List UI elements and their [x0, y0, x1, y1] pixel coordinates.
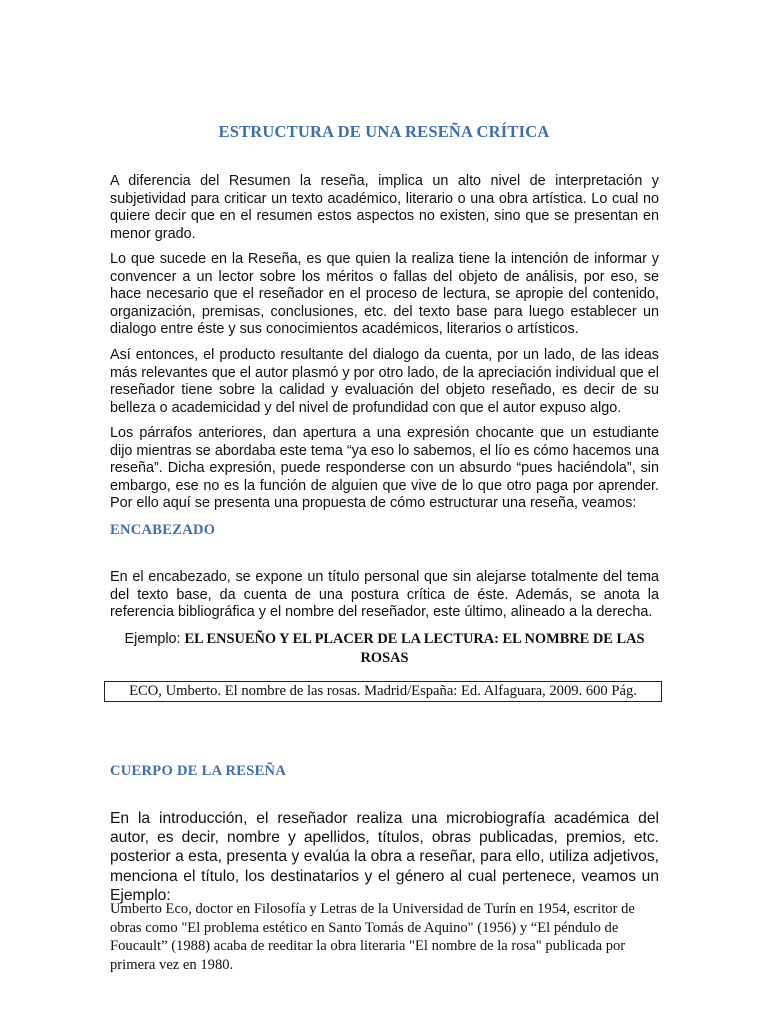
paragraph-expresion: Los párrafos anteriores, dan apertura a una expresión chocante que un estudiante dijo mientras se abordaba este tema “ya eso lo sabemos, el lío es cómo hacemos una reseña”. Dicha expresión, puede responderse con un absurdo “pues haciéndola”, sin embargo, ese no es la función de alguien que vive de lo que otro paga por aprender. Por ello aquí se presenta una propuesta de cómo estructurar una reseña, veamos: [110, 425, 659, 512]
paragraph-cuerpo: En la introducción, el reseñador realiza una microbiografía académica del autor, es decir, nombre y apellidos, títulos, obras publicadas, premios, etc. posterior a esta, presenta y evalúa la obra a reseñar, para ello, utiliza adjetivos, menciona el título, los destinatarios y el género al cual pertenece, veamos un Ejemplo: [110, 810, 659, 904]
document-title: ESTRUCTURA DE UNA RESEÑA CRÍTICA [218, 122, 550, 141]
heading-cuerpo: CUERPO DE LA RESEÑA [110, 763, 287, 779]
paragraph-encabezado: En el encabezado, se expone un título personal que sin alejarse totalmente del tema del texto base, da cuenta de una postura crítica de éste. Además, se anota la referencia bibliográfica y el nombre del reseñador, este último, alineado a la derecha. [110, 569, 659, 621]
example-heading [110, 630, 659, 668]
heading-encabezado: ENCABEZADO [110, 522, 216, 538]
example-title: EL ENSUEÑO Y EL PLACER DE LA LECTURA: EL NOMBRE DE LAS ROSAS [184, 631, 645, 666]
paragraph-intro: A diferencia del Resumen la reseña, implica un alto nivel de interpretación y subjetividad para criticar un texto académico, literario o una obra artística. Lo cual no quiere decir que en el resumen estos aspectos no existen, sino que se presentan en menor grado. [110, 173, 659, 242]
example-label: Ejemplo: [124, 631, 185, 647]
bibliographic-reference: ECO, Umberto. El nombre de las rosas. Madrid/España: Ed. Alfaguara, 2009. 600 Pág. [104, 681, 662, 702]
paragraph-producto: Así entonces, el producto resultante del dialogo da cuenta, por un lado, de las ideas más relevantes que el autor plasmó y por otro lado, de la apreciación individual que el reseñador tiene sobre la calidad y evaluación del objeto reseñado, es decir de su belleza o academicidad y del nivel de profundidad con que el autor expuso algo. [110, 347, 659, 416]
paragraph-resena: Lo que sucede en la Reseña, es que quien la realiza tiene la intención de informar y convencer a un lector sobre los méritos o fallas del objeto de análisis, por eso, se hace necesario que el reseñador en el proceso de lectura, se apropie del contenido, organización, premisas, conclusiones, etc. del texto base para luego establecer un dialogo entre éste y sus conocimientos académicos, literarios o artísticos. [110, 251, 659, 338]
paragraph-cuerpo-example: Umberto Eco, doctor en Filosofía y Letras de la Universidad de Turín en 1954, escritor de obras como "El problema estético en Santo Tomás de Aquino" (1956) y “El péndulo de Foucault” (1988) acaba de reeditar la obra literaria "El nombre de la rosa" publicada por primera vez en 1980. [110, 901, 635, 973]
